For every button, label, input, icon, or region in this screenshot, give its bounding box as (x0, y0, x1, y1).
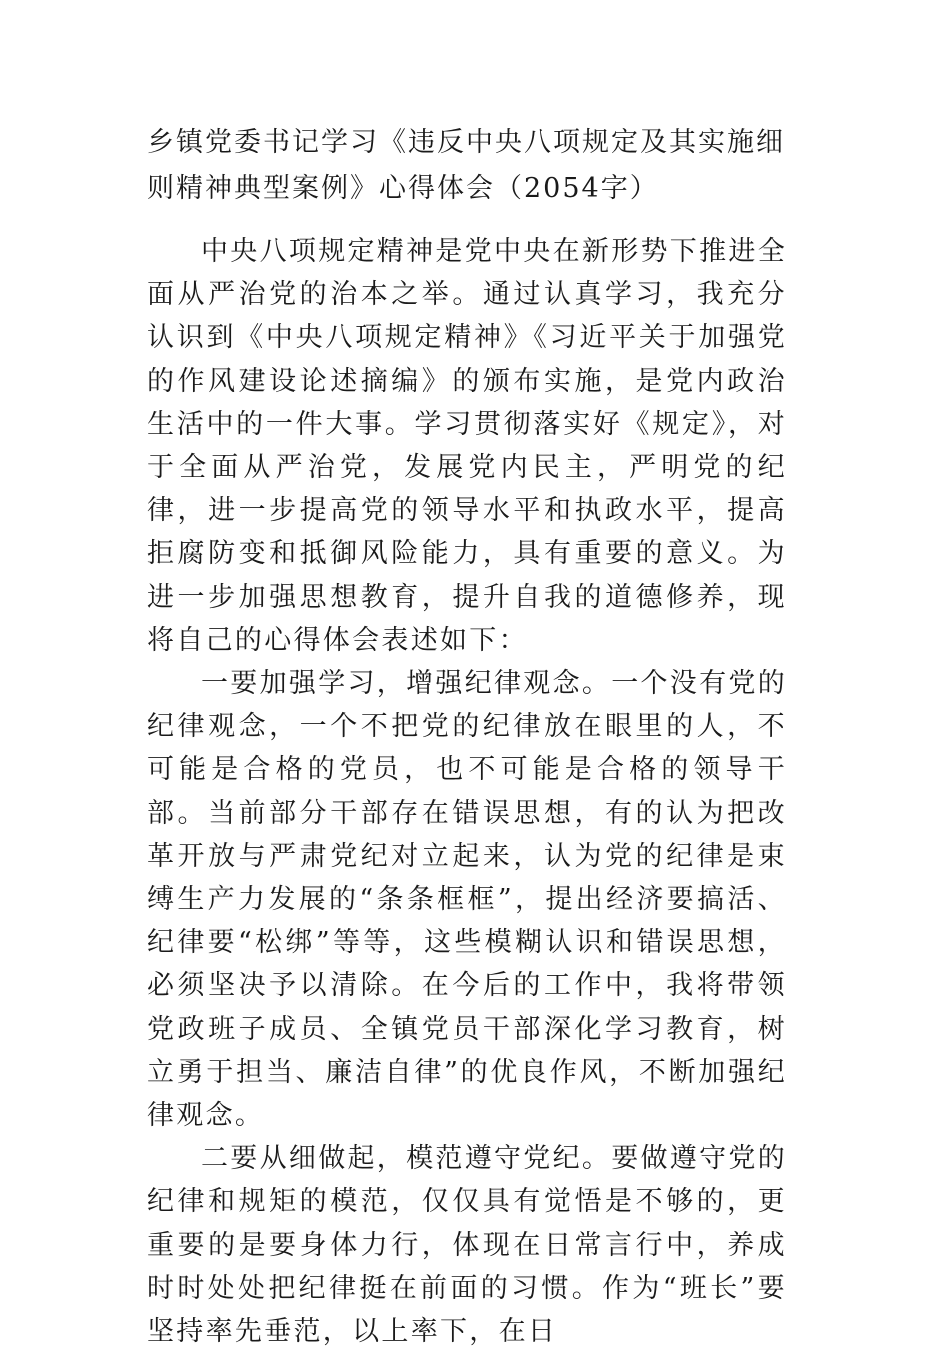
paragraph-point-one: 一要加强学习，增强纪律观念。一个没有党的纪律观念，一个不把党的纪律放在眼里的人，不可能是合格的党员，也不可能是合格的领导干部。当前部分干部存在错误思想，有的认为把改革开放与严肃党纪对立起来，认为党的纪律是束缚生产力发展的“条条框框”，提出经济要搞活、纪律要“松绑”等等，这些模糊认识和错误思想，必须坚决予以清除。在今后的工作中，我将带领党政班子成员、全镇党员干部深化学习教育，树立勇于担当、廉洁自律”的优良作风，不断加强纪律观念。 (147, 668, 787, 1132)
paragraph-intro: 中央八项规定精神是党中央在新形势下推进全面从严治党的治本之举。通过认真学习，我充分认识到《中央八项规定精神》《习近平关于加强党的作风建设论述摘编》的颁布实施，是党内政治生活中的一件大事。学习贯彻落实好《规定》，对于全面从严治党，发展党内民主，严明党的纪律，进一步提高党的领导水平和执政水平，提高拒腐防变和抵御风险能力，具有重要的意义。为进一步加强思想教育，提升自我的道德修养，现将自己的心得体会表述如下： (147, 236, 787, 656)
paragraph-point-two: 二要从细做起，模范遵守党纪。要做遵守党的纪律和规矩的模范，仅仅具有觉悟是不够的，更重要的是要身体力行，体现在日常言行中，养成时时处处把纪律挺在前面的习惯。作为“班长”要坚持率先垂范，以上率下，在日 (147, 1143, 787, 1348)
document-body (147, 230, 787, 1353)
document-title: 乡镇党委书记学习《违反中央八项规定及其实施细则精神典型案例》心得体会（2054字） (147, 127, 785, 204)
